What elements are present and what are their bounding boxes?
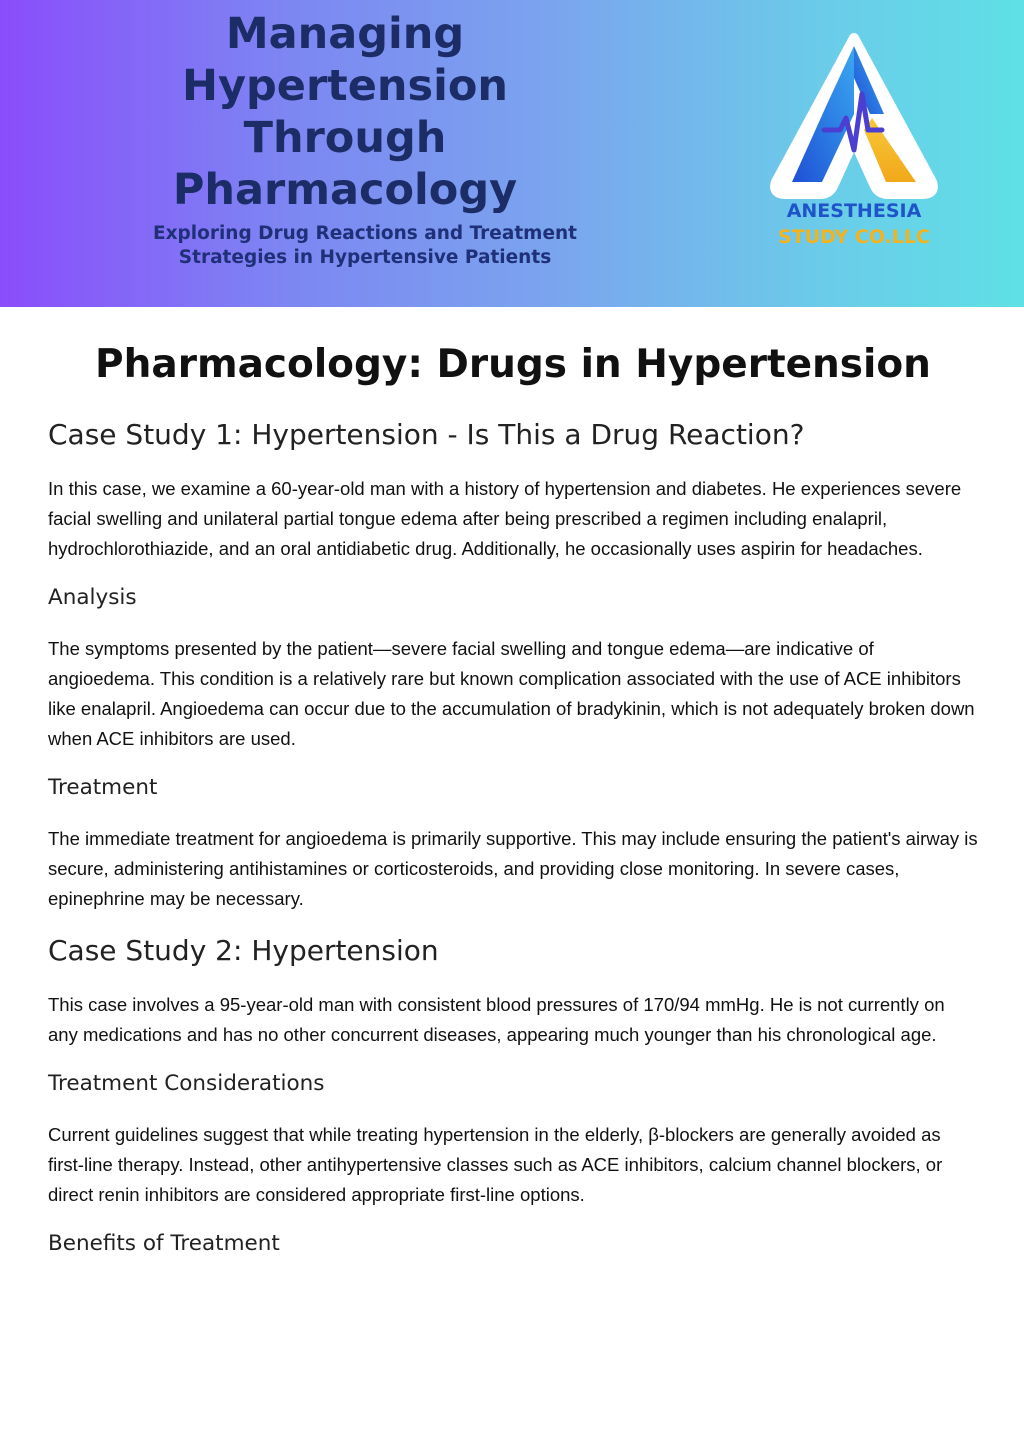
benefits-heading: Benefits of Treatment xyxy=(48,1231,280,1256)
banner-subtitle: Exploring Drug Reactions and Treatment Strategies in Hypertensive Patients xyxy=(152,223,578,268)
header-banner xyxy=(0,0,1024,307)
case1-intro: In this case, we examine a 60-year-old man with a history of hypertension and diabetes. He experiences severe facial swelling and unilateral partial tongue edema after being prescribed a regimen including enalapril, hydrochlorothiazide, and an oral antidiabetic drug. Additionally, he occasionally uses aspirin for headaches. xyxy=(48,478,962,559)
company-logo xyxy=(768,32,940,258)
letter-a-heartbeat-logo-icon xyxy=(768,32,940,200)
case2-heading: Case Study 2: Hypertension xyxy=(48,934,439,967)
analysis-heading: Analysis xyxy=(48,585,137,610)
page-title: Pharmacology: Drugs in Hypertension xyxy=(95,342,931,387)
treatment-heading: Treatment xyxy=(48,775,158,800)
case1-heading: Case Study 1: Hypertension - Is This a Drug Reaction? xyxy=(48,418,805,451)
logo-text-line2: STUDY CO.LLC xyxy=(778,226,930,248)
case2-intro: This case involves a 95-year-old man with consistent blood pressures of 170/94 mmHg. He is not currently on any medications and has no other concurrent diseases, appearing much younger than his chronological age. xyxy=(48,994,945,1045)
logo-text-line1: ANESTHESIA xyxy=(786,200,922,222)
analysis-text: The symptoms presented by the patient—severe facial swelling and tongue edema—are indicative of angioedema. This condition is a relatively rare but known complication associated with the use of ACE inhibitors like enalapril. Angioedema can occur due to the accumulation of bradykinin, which is not adequately broken down when ACE inhibitors are used. xyxy=(48,638,975,749)
document-body xyxy=(48,330,978,1280)
treatment-considerations-text: Current guidelines suggest that while treating hypertension in the elderly, β-blockers are generally avoided as first-line therapy. Instead, other antihypertensive classes such as ACE inhibitors, calcium channel blockers, or direct renin inhibitors are considered appropriate first-line options. xyxy=(48,1124,943,1205)
banner-title: Managing Hypertension Through Pharmacology xyxy=(172,9,518,215)
treatment-text: The immediate treatment for angioedema is primarily supportive. This may include ensuring the patient's airway is secure, administering antihistamines or corticosteroids, and providing close monitoring. In severe cases, epinephrine may be necessary. xyxy=(48,828,978,909)
treatment-considerations-heading: Treatment Considerations xyxy=(48,1071,325,1096)
